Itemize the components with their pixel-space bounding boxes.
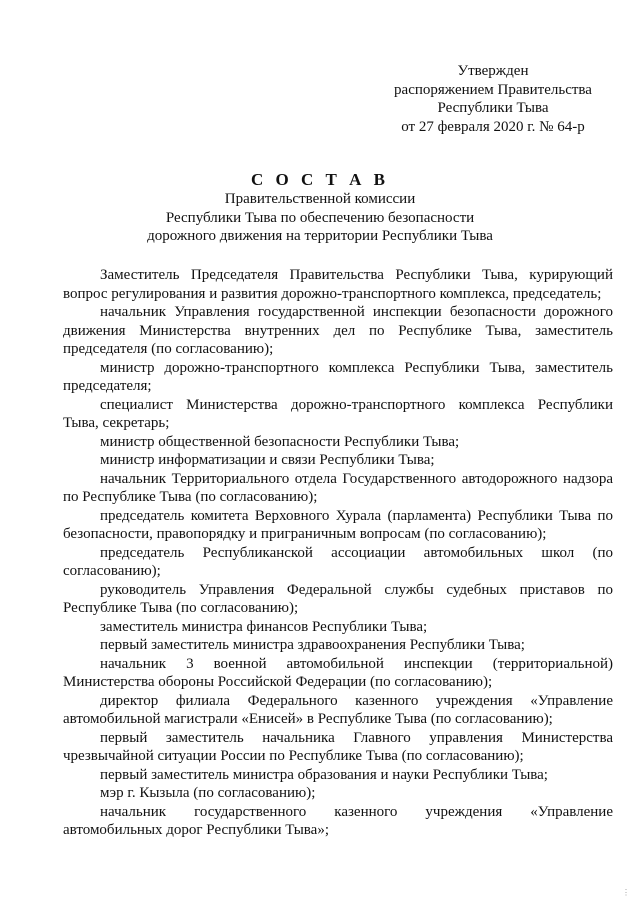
scan-edge-mark: ⋮ bbox=[622, 888, 630, 897]
approval-line-4: от 27 февраля 2020 г. № 64-р bbox=[401, 118, 585, 135]
member-item: председатель комитета Верховного Хурала (парламента) Республики Тыва по безопасности, правопорядку и приграничным вопросам (по согласованию); bbox=[63, 507, 613, 542]
member-item: министр общественной безопасности Республики Тыва; bbox=[100, 433, 460, 450]
member-item: специалист Министерства дорожно-транспортного комплекса Республики Тыва, секретарь; bbox=[63, 396, 613, 431]
heading-line-3: дорожного движения на территории Республики Тыва bbox=[147, 228, 493, 244]
member-item: начальник государственного казенного учреждения «Управление автомобильных дорог Республики Тыва»; bbox=[63, 803, 613, 838]
member-item: директор филиала Федерального казенного учреждения «Управление автомобильной магистрали «Енисей» в Республике Тыва (по согласованию); bbox=[63, 692, 613, 727]
document-heading bbox=[0, 170, 640, 246]
member-item: начальник 3 военной автомобильной инспекции (территориальной) Министерства обороны Российской Федерации (по согласованию); bbox=[63, 655, 613, 690]
approval-line-2: распоряжением Правительства bbox=[394, 81, 592, 98]
member-item: первый заместитель начальника Главного управления Министерства чрезвычайной ситуации России по Республике Тыва (по согласованию); bbox=[63, 729, 613, 764]
member-item: Заместитель Председателя Правительства Республики Тыва, курирующий вопрос регулирования и развития дорожно-транспортного комплекса, председатель; bbox=[63, 267, 613, 302]
member-item: мэр г. Кызыла (по согласованию); bbox=[100, 785, 316, 801]
heading-line-2: Республики Тыва по обеспечению безопасности bbox=[165, 209, 475, 226]
member-item: министр дорожно-транспортного комплекса Республики Тыва, заместитель председателя; bbox=[63, 359, 613, 394]
member-item: председатель Республиканской ассоциации автомобильных школ (по согласованию); bbox=[63, 544, 613, 579]
member-item: заместитель министра финансов Республики Тыва; bbox=[100, 618, 428, 635]
member-item: начальник Территориального отдела Государственного автодорожного надзора по Республике Тыва (по согласованию); bbox=[63, 470, 613, 505]
member-item: начальник Управления государственной инспекции безопасности дорожного движения Министерства внутренних дел по Республике Тыва, заместитель председателя (по согласованию); bbox=[63, 304, 613, 357]
heading-line-1: Правительственной комиссии bbox=[224, 191, 416, 207]
document-title: С О С Т А В bbox=[251, 170, 389, 189]
approval-stamp bbox=[388, 62, 598, 136]
approval-line-1: Утвержден bbox=[457, 63, 529, 79]
members-list bbox=[63, 266, 613, 840]
approval-line-3: Республики Тыва bbox=[437, 100, 549, 116]
member-item: первый заместитель министра здравоохранения Республики Тыва; bbox=[100, 637, 525, 653]
member-item: первый заместитель министра образования и науки Республики Тыва; bbox=[100, 766, 548, 783]
member-item: руководитель Управления Федеральной службы судебных приставов по Республике Тыва (по согласованию); bbox=[63, 581, 613, 616]
member-item: министр информатизации и связи Республики Тыва; bbox=[100, 452, 435, 468]
